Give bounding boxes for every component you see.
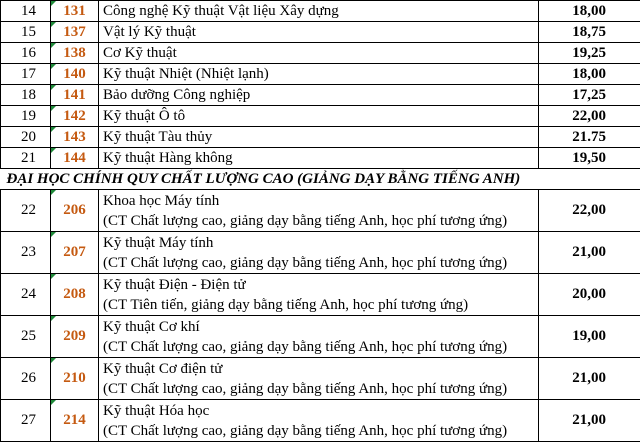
section-title: ĐẠI HỌC CHÍNH QUY CHẤT LƯỢNG CAO (GIẢNG DẠY BẰNG TIẾNG ANH) [1, 169, 640, 190]
cutoff-score: 22,00 [539, 106, 640, 127]
table-row [1, 190, 640, 232]
program-name: Kỹ thuật Tàu thủy [99, 127, 539, 148]
row-number: 24 [1, 274, 51, 316]
cutoff-score: 22,00 [539, 190, 640, 232]
table-row [1, 148, 640, 169]
program-note: (CT Chất lượng cao, giảng dạy bằng tiếng Anh, học phí tương ứng) [103, 254, 508, 271]
cutoff-score: 19,25 [539, 43, 640, 64]
program-name-cell [99, 274, 539, 316]
program-code: 144 [51, 148, 99, 169]
program-code: 137 [51, 22, 99, 43]
program-code: 143 [51, 127, 99, 148]
program-name: Bảo dưỡng Công nghiệp [99, 85, 539, 106]
program-name-cell [99, 358, 539, 400]
cutoff-score: 20,00 [539, 274, 640, 316]
program-name-cell [99, 400, 539, 442]
cutoff-score: 21.75 [539, 127, 640, 148]
cutoff-score: 19,50 [539, 148, 640, 169]
program-code: 140 [51, 64, 99, 85]
row-number: 14 [1, 1, 51, 22]
program-code: 131 [51, 1, 99, 22]
program-name: Cơ Kỹ thuật [99, 43, 539, 64]
program-code: 141 [51, 85, 99, 106]
cutoff-score: 19,00 [539, 316, 640, 358]
row-number: 25 [1, 316, 51, 358]
program-name: Kỹ thuật Ô tô [99, 106, 539, 127]
program-note: (CT Chất lượng cao, giảng dạy bằng tiếng Anh, học phí tương ứng) [103, 212, 508, 229]
table-row [1, 64, 640, 85]
program-name: Kỹ thuật Hóa học [103, 402, 210, 419]
row-number: 20 [1, 127, 51, 148]
row-number: 16 [1, 43, 51, 64]
row-number: 26 [1, 358, 51, 400]
program-name-cell [99, 190, 539, 232]
program-name: Công nghệ Kỹ thuật Vật liệu Xây dựng [99, 1, 539, 22]
table-row [1, 85, 640, 106]
cutoff-score: 21,00 [539, 400, 640, 442]
cutoff-score: 21,00 [539, 232, 640, 274]
row-number: 21 [1, 148, 51, 169]
program-code: 142 [51, 106, 99, 127]
table-row [1, 358, 640, 400]
row-number: 22 [1, 190, 51, 232]
program-code: 208 [51, 274, 99, 316]
cutoff-score: 18,00 [539, 1, 640, 22]
table-row [1, 106, 640, 127]
program-name: Vật lý Kỹ thuật [99, 22, 539, 43]
program-name-cell [99, 232, 539, 274]
cutoff-score: 17,25 [539, 85, 640, 106]
row-number: 19 [1, 106, 51, 127]
row-number: 18 [1, 85, 51, 106]
program-name: Kỹ thuật Điện - Điện tử [103, 276, 246, 293]
table-row [1, 1, 640, 22]
table-row [1, 400, 640, 442]
program-note: (CT Chất lượng cao, giảng dạy bằng tiếng Anh, học phí tương ứng) [103, 422, 508, 439]
program-name: Kỹ thuật Hàng không [99, 148, 539, 169]
program-name-cell [99, 316, 539, 358]
program-note: (CT Chất lượng cao, giảng dạy bằng tiếng Anh, học phí tương ứng) [103, 380, 508, 397]
program-note: (CT Tiên tiến, giảng dạy bằng tiếng Anh, học phí tương ứng) [103, 296, 469, 313]
cutoff-score: 18,00 [539, 64, 640, 85]
table-row [1, 316, 640, 358]
row-number: 23 [1, 232, 51, 274]
cutoff-score: 18,75 [539, 22, 640, 43]
program-name: Kỹ thuật Cơ điện tử [103, 360, 223, 377]
program-code: 210 [51, 358, 99, 400]
program-note: (CT Chất lượng cao, giảng dạy bằng tiếng Anh, học phí tương ứng) [103, 338, 508, 355]
table-row [1, 127, 640, 148]
row-number: 27 [1, 400, 51, 442]
row-number: 17 [1, 64, 51, 85]
table-row [1, 22, 640, 43]
program-code: 138 [51, 43, 99, 64]
section-header-row [1, 169, 640, 190]
table-row [1, 232, 640, 274]
program-code: 207 [51, 232, 99, 274]
cutoff-score: 21,00 [539, 358, 640, 400]
program-name: Khoa học Máy tính [103, 192, 220, 209]
table-row [1, 43, 640, 64]
program-code: 209 [51, 316, 99, 358]
program-code: 206 [51, 190, 99, 232]
program-name: Kỹ thuật Máy tính [103, 234, 214, 251]
table-row [1, 274, 640, 316]
program-name: Kỹ thuật Nhiệt (Nhiệt lạnh) [99, 64, 539, 85]
program-code: 214 [51, 400, 99, 442]
program-name: Kỹ thuật Cơ khí [103, 318, 200, 335]
row-number: 15 [1, 22, 51, 43]
